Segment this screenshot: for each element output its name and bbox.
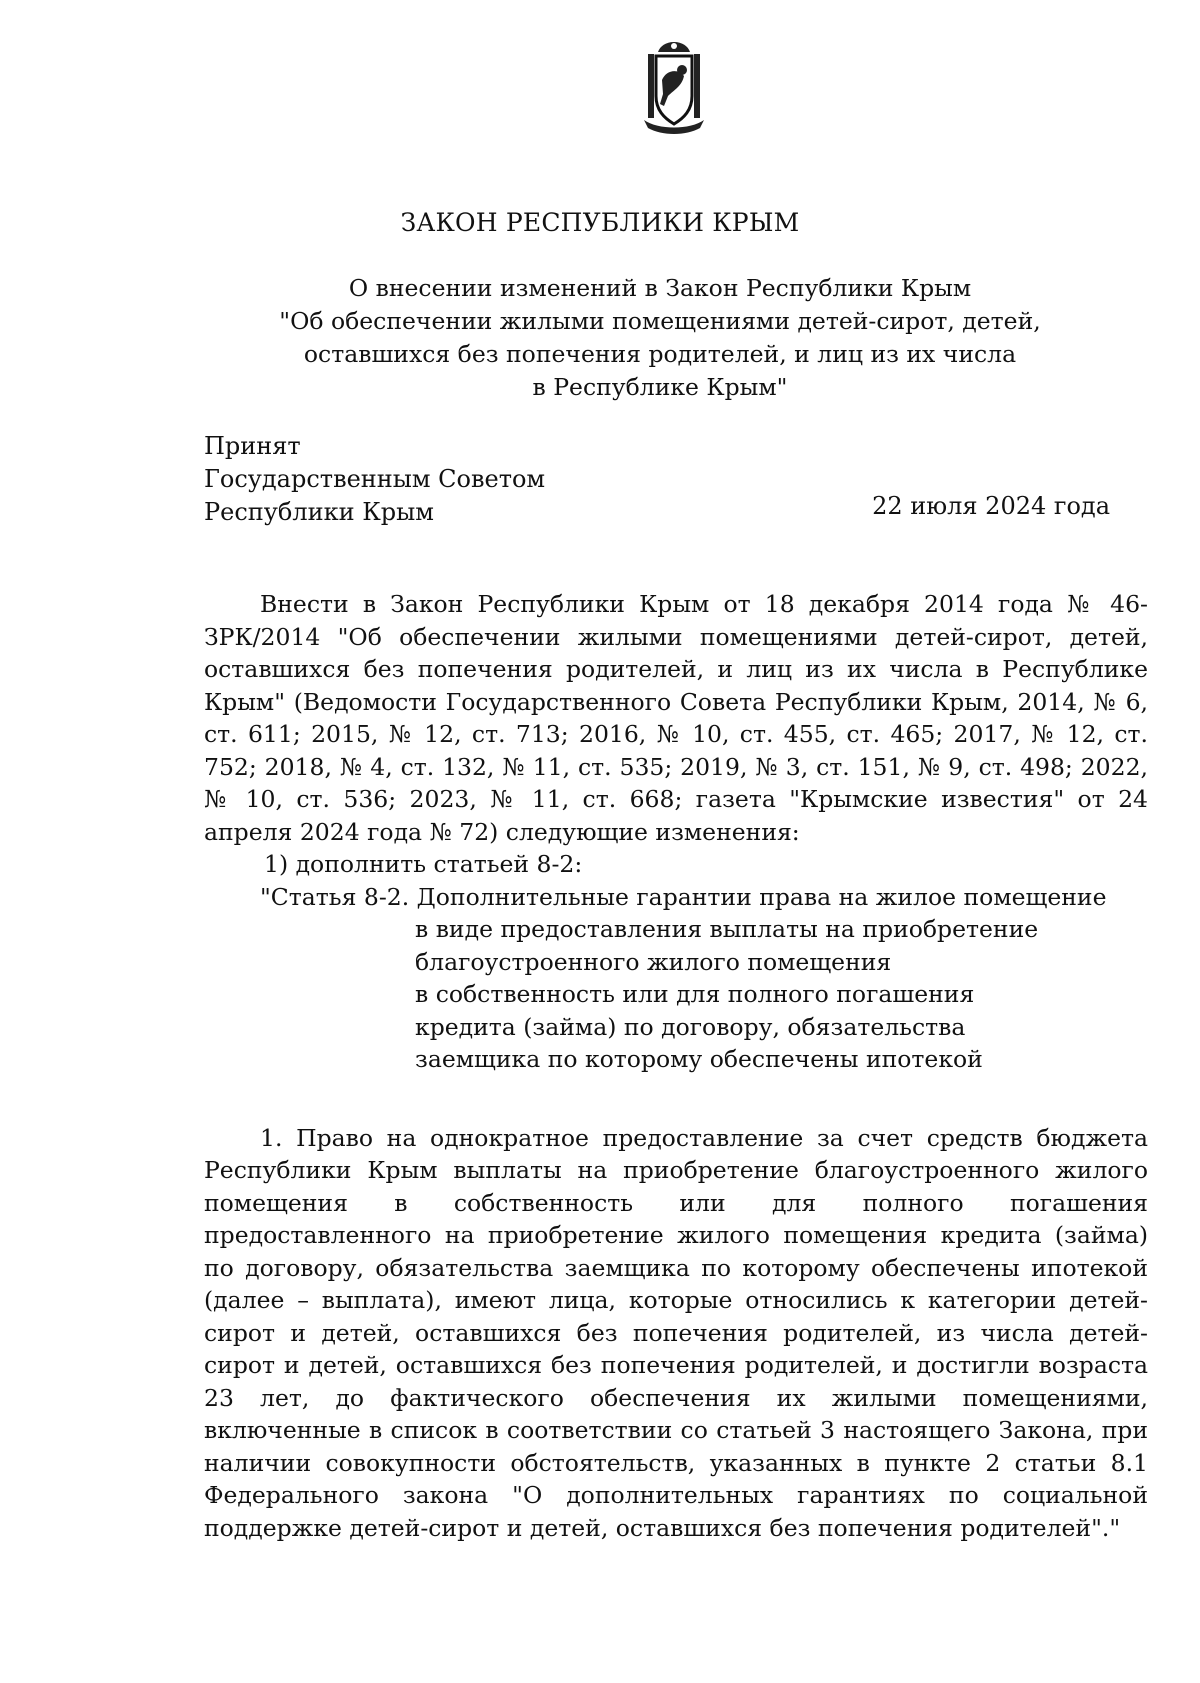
item-1: 1) дополнить статьей 8-2: bbox=[264, 850, 583, 878]
adoption-line: Государственным Советом bbox=[204, 465, 546, 493]
law-title: ЗАКОН РЕСПУБЛИКИ КРЫМ bbox=[400, 208, 800, 237]
article-heading-line: в собственность или для полного погашения bbox=[415, 980, 975, 1008]
intro-paragraph: Внести в Закон Республики Крым от 18 декабря 2014 года № 46-ЗРК/2014 "Об обеспечении жилыми помещениями детей-сирот, детей, оставшихся без попечения родителей, и лиц из их числа в Республике Крым" (Ведомости Государственного Совета Республики Крым, 2014, № 6, ст. 611; 2015, № 12, ст. 713; 2016, № 10, ст. 455, ст. 465; 2017, № 12, ст. 752; 2018, № 4, ст. 132, № 11, ст. 535; 2019, № 3, ст. 151, № 9, ст. 498; 2022, № 10, ст. 536; 2023, № 11, ст. 668; газета "Крымские известия" от 24 апреля 2024 года № 72) следующие изменения: bbox=[204, 590, 1148, 846]
law-subtitle bbox=[250, 272, 1070, 404]
article-heading: "Статья 8-2. Дополнительные гарантии права на жилое помещение bbox=[260, 882, 1107, 911]
paragraph-1: 1. Право на однократное предоставление за счет средств бюджета Республики Крым выплаты на приобретение благоустроенного жилого помещения в собственность или для полного погашения предоставленного на приобретение жилого помещения кредита (займа) по договору, обязательства заемщика по которому обеспечены ипотекой (далее – выплата), имеют лица, которые относились к категории детей-сирот и детей, оставшихся без попечения родителей, из числа детей-сирот и детей, оставшихся без попечения родителей, и достигли возраста 23 лет, до фактического обеспечения их жилыми помещениями, включенные в список в соответствии со статьей 3 настоящего Закона, при наличии совокупности обстоятельств, указанных в пункте 2 статьи 8.1 Федерального закона "О дополнительных гарантиях по социальной поддержке детей-сирот и детей, оставшихся без попечения родителей"." bbox=[204, 1123, 1148, 1542]
article-heading-line: кредита (займа) по договору, обязательства bbox=[415, 1012, 966, 1041]
article-heading-line: в виде предоставления выплаты на приобретение bbox=[415, 915, 1039, 943]
subtitle-line: О внесении изменений в Закон Республики Крым bbox=[348, 274, 972, 302]
crimea-coat-of-arms-icon bbox=[638, 40, 710, 136]
adoption-date: 22 июля 2024 года bbox=[872, 492, 1110, 520]
spacer bbox=[204, 1076, 1148, 1122]
article-heading-line: заемщика по которому обеспечены ипотекой bbox=[415, 1045, 983, 1073]
adoption-line: Принят bbox=[204, 432, 301, 460]
adoption-block bbox=[204, 430, 545, 529]
law-body bbox=[204, 588, 1148, 1544]
subtitle-line: в Республике Крым" bbox=[532, 373, 788, 401]
adoption-line: Республики Крым bbox=[204, 498, 434, 526]
subtitle-line: "Об обеспечении жилыми помещениями детей-сирот, детей, bbox=[279, 307, 1041, 335]
article-heading-line: благоустроенного жилого помещения bbox=[415, 947, 892, 976]
subtitle-line: оставшихся без попечения родителей, и лиц из их числа bbox=[303, 340, 1017, 368]
